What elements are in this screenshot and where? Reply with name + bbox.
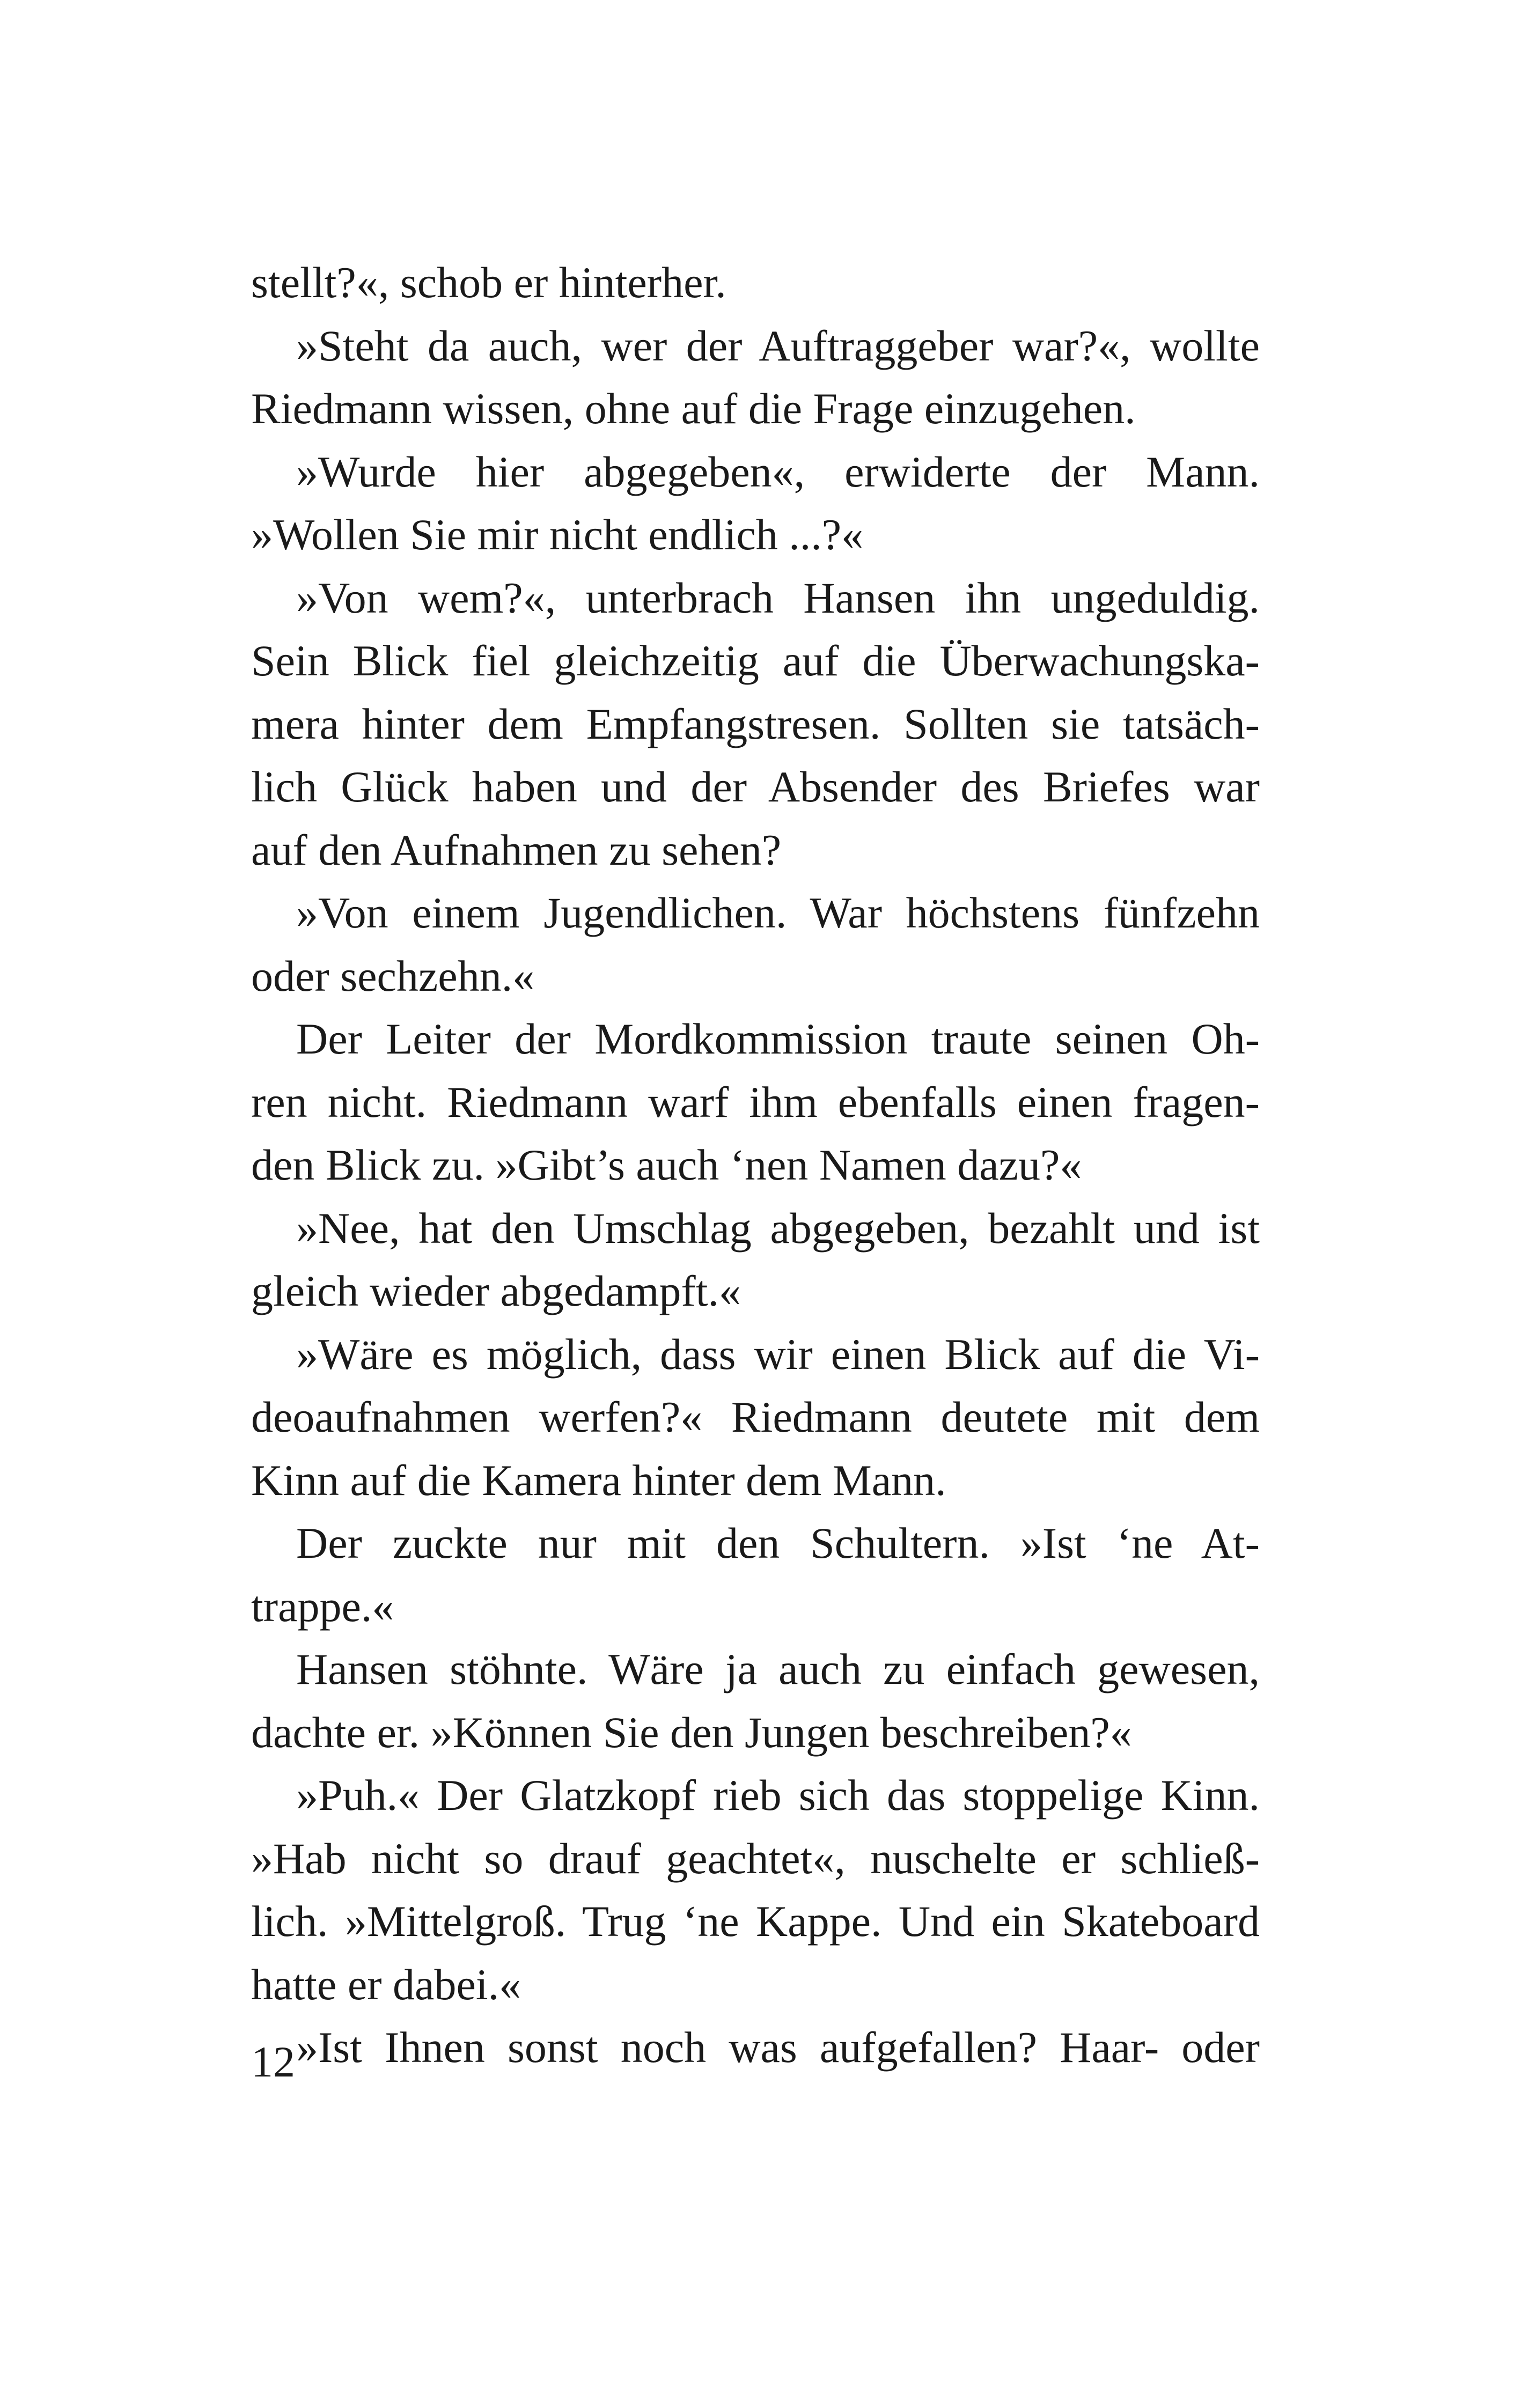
text-line: den Blick zu. »Gibt’s auch ‘nen Namen dazu?« [251,1140,1082,1189]
text-line: »Von wem?«, unterbrach Hansen ihn ungeduldig. [296,573,1260,622]
text-line: mera hinter dem Empfangstresen. Sollten sie tatsäch- [251,699,1260,748]
text-line: deoaufnahmen werfen?« Riedmann deutete mit dem [251,1393,1260,1441]
text-line: »Von einem Jugendlichen. War höchstens fünfzehn [296,888,1260,937]
text-line: dachte er. »Können Sie den Jungen beschreiben?« [251,1707,1132,1757]
text-line: »Wurde hier abgegeben«, erwiderte der Mann. [296,447,1260,496]
text-line: gleich wieder abgedampft.« [251,1266,741,1315]
text-line: hatte er dabei.« [251,1960,521,2009]
text-line: Hansen stöhnte. Wäre ja auch zu einfach gewesen, [296,1645,1260,1693]
text-line: stellt?«, schob er hinterher. [251,258,726,307]
text-line: ren nicht. Riedmann warf ihm ebenfalls einen fragen- [251,1077,1260,1126]
text-line: »Steht da auch, wer der Auftraggeber war?«, wollte [296,321,1260,370]
text-line: »Nee, hat den Umschlag abgegeben, bezahlt und ist [296,1203,1260,1253]
text-line: auf den Aufnahmen zu sehen? [251,825,782,874]
text-line: »Ist Ihnen sonst noch was aufgefallen? Haar- oder [296,2023,1260,2072]
text-line: »Puh.« Der Glatzkopf rieb sich das stoppelige Kinn. [296,1771,1260,1820]
text-line: oder sechzehn.« [251,951,535,1000]
text-line: Kinn auf die Kamera hinter dem Mann. [251,1455,946,1505]
text-line: »Wollen Sie mir nicht endlich ...?« [251,510,864,559]
text-line: Sein Blick fiel gleichzeitig auf die Überwachungska- [251,636,1260,685]
text-line: trappe.« [251,1581,394,1631]
text-line: Riedmann wissen, ohne auf die Frage einzugehen. [251,384,1136,433]
text-line: Der zuckte nur mit den Schultern. »Ist ‘ne At- [296,1519,1260,1567]
text-line: Der Leiter der Mordkommission traute seinen Oh- [296,1014,1260,1063]
body-text [251,251,1260,2079]
text-line: »Wäre es möglich, dass wir einen Blick auf die Vi- [296,1329,1260,1379]
text-line: lich. »Mittelgroß. Trug ‘ne Kappe. Und ein Skateboard [251,1897,1260,1946]
text-line: lich Glück haben und der Absender des Briefes war [251,762,1260,811]
page-number: 12 [251,2037,295,2086]
text-line: »Hab nicht so drauf geachtet«, nuschelte er schließ- [251,1833,1260,1883]
